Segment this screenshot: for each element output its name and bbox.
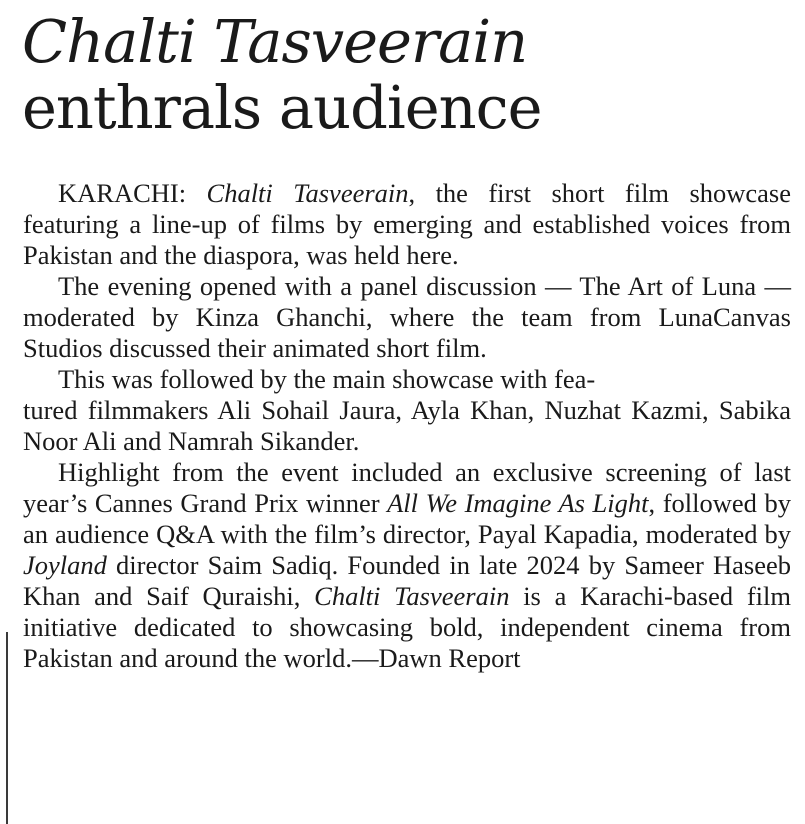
headline [22,8,542,142]
byline-credit: —Dawn Report [351,643,521,673]
column-divider-rule [6,632,8,824]
paragraph-text: is a Karachi-based film initiative dedicated to showcasing bold, independent cinema from Pakistan and around the world. [23,581,791,673]
dateline: KARACHI: [58,178,187,208]
paragraph-text: director Saim Sadiq. Founded in late 2024 by Sameer Haseeb Khan and Saif Quraishi, [23,550,791,611]
paragraph-highlight [23,457,791,674]
paragraph-showcase [23,364,791,457]
film-title-italic: Chalti Tasveerain [314,581,510,611]
headline-film-title: Chalti Tasveerain [22,7,528,76]
paragraph-text: Highlight from the event included an exclusive screening of last year’s Cannes Grand Prix winner [23,457,791,518]
paragraph-text-start: This was followed by the main showcase with fea- [58,364,596,394]
headline-subject: enthrals audience [22,73,542,142]
film-title-italic: Joyland [23,550,107,580]
paragraph-text-end: tured filmmakers Ali Sohail Jaura, Ayla Khan, Nuzhat Kazmi, Sabika Noor Ali and Namrah Sikander. [23,395,791,456]
paragraph-panel [23,271,791,364]
film-title-italic: All We Imagine As Light [387,488,649,518]
paragraph-text: , the first short film showcase featuring a line-up of films by emerging and established voices from Pakistan and the diaspora, was held here. [23,178,792,270]
film-title-italic: Chalti Tasveerain [206,178,409,208]
paragraph-text: , followed by an audience Q&A with the film’s director, Payal Kapadia, moderated by [23,488,791,549]
article-body [23,178,791,674]
paragraph-intro [23,178,791,271]
paragraph-text: The evening opened with a panel discussion — The Art of Luna — moderated by Kinza Ghanchi, where the team from LunaCanvas Studios discussed their animated short film. [23,271,791,363]
